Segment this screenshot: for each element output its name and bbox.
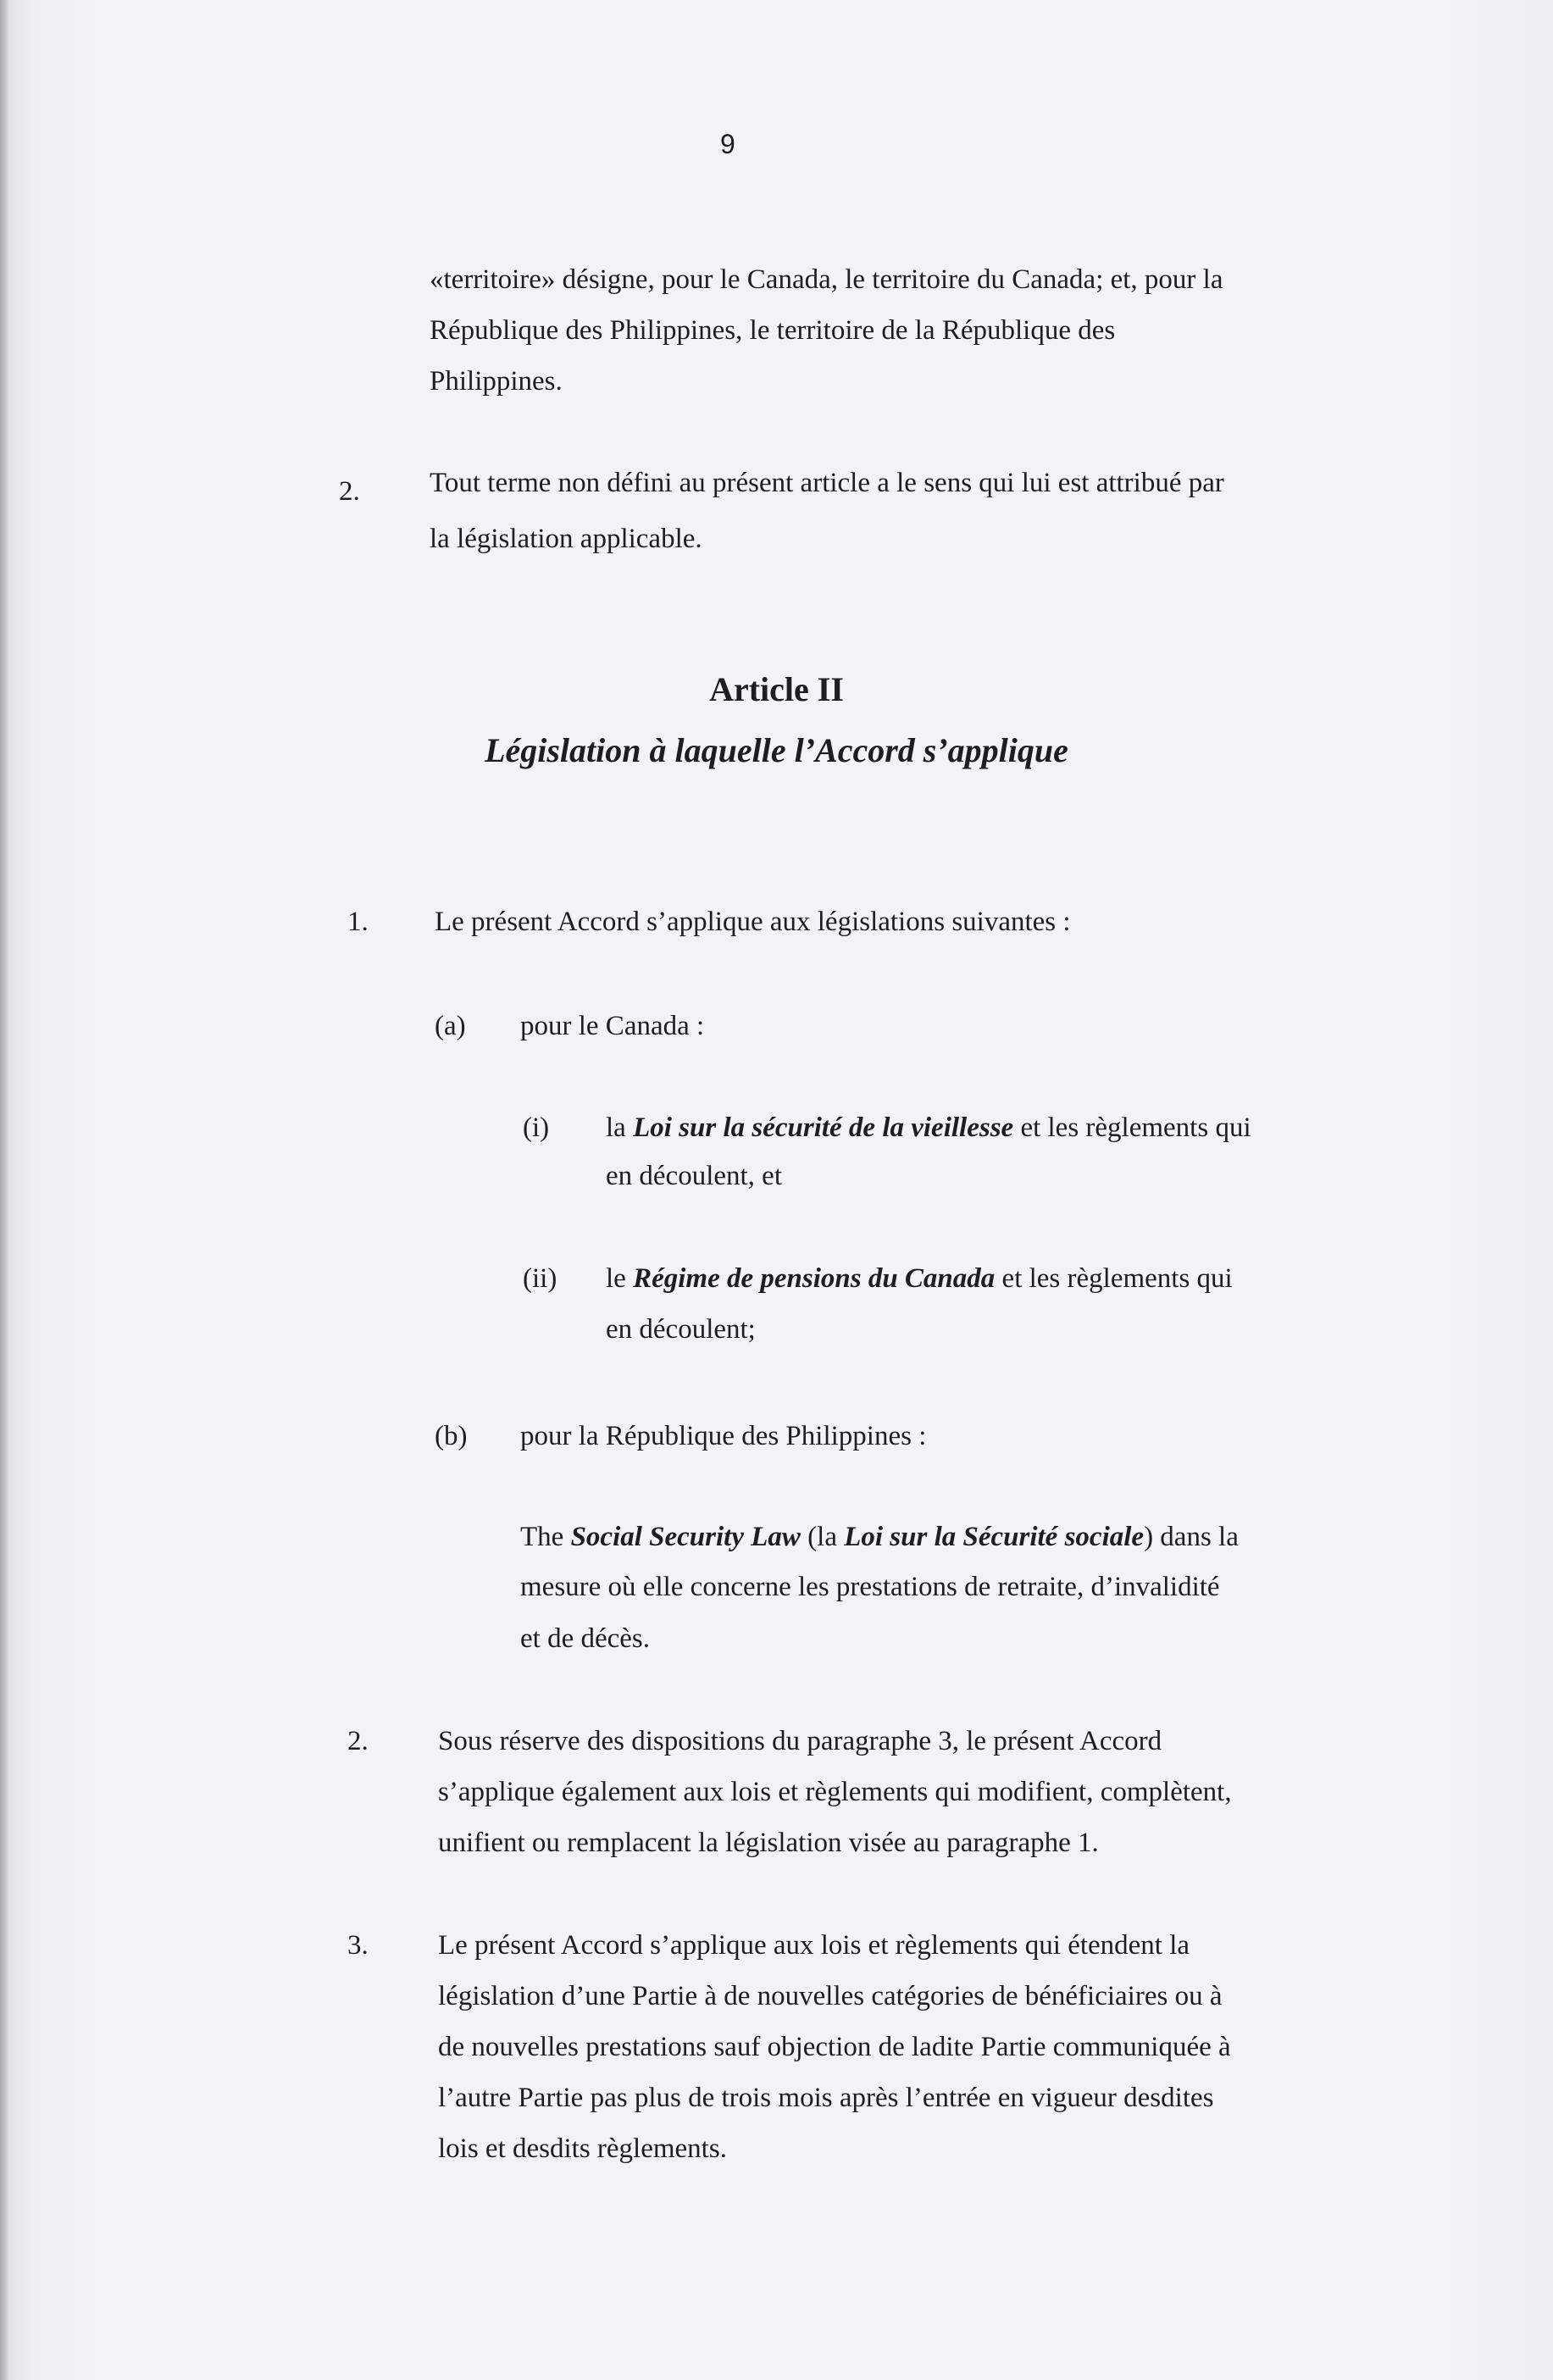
law-title: Régime de pensions du Canada bbox=[633, 1263, 996, 1294]
item-i-line-1: la Loi sur la sécurité de la vieillesse et les règlements qui bbox=[606, 1112, 1251, 1143]
item-label-a: (a) bbox=[435, 1011, 466, 1041]
intro-line-1: «territoire» désigne, pour le Canada, le territoire du Canada; et, pour la bbox=[430, 264, 1223, 295]
item-ii-line-2: en découlent; bbox=[606, 1314, 756, 1345]
page-edge-shadow bbox=[0, 0, 8, 2380]
article-title: Article II bbox=[709, 670, 844, 708]
paragraph-line: législation d’une Partie à de nouvelles catégories de bénéficiaires ou à bbox=[438, 1981, 1223, 2011]
paragraph-line: Le présent Accord s’applique aux lois et règlements qui étendent la bbox=[438, 1930, 1190, 1961]
law-title: Loi sur la Sécurité sociale bbox=[844, 1522, 1145, 1552]
paragraph-line: la législation applicable. bbox=[430, 524, 702, 554]
item-b-text: pour la République des Philippines : bbox=[520, 1421, 927, 1451]
paragraph-line: Tout terme non défini au présent article a le sens qui lui est attribué par bbox=[430, 468, 1224, 498]
item-b-line-2: mesure où elle concerne les prestations de retraite, d’invalidité bbox=[520, 1572, 1220, 1602]
item-b-line-3: et de décès. bbox=[520, 1623, 650, 1654]
paragraph-line: de nouvelles prestations sauf objection de ladite Partie communiquée à bbox=[438, 2032, 1231, 2062]
paragraph-line: Sous réserve des dispositions du paragraphe 3, le présent Accord bbox=[438, 1726, 1162, 1756]
page-number: 9 bbox=[720, 129, 735, 159]
item-ii-line-1: le Régime de pensions du Canada et les règlements qui bbox=[606, 1263, 1233, 1294]
paragraph-line: Le présent Accord s’applique aux législations suivantes : bbox=[435, 907, 1071, 937]
law-title: Social Security Law bbox=[570, 1522, 801, 1552]
item-a-text: pour le Canada : bbox=[520, 1011, 705, 1041]
item-label-b: (b) bbox=[435, 1421, 468, 1451]
item-label-ii: (ii) bbox=[523, 1263, 557, 1294]
intro-line-2: République des Philippines, le territoire de la République des bbox=[430, 315, 1116, 346]
paragraph-number: 1. bbox=[347, 907, 369, 937]
paragraph-line: unifient ou remplacent la législation visée au paragraphe 1. bbox=[438, 1828, 1099, 1858]
item-label-i: (i) bbox=[523, 1112, 550, 1143]
paragraph-line: l’autre Partie pas plus de trois mois après l’entrée en vigueur desdites bbox=[438, 2083, 1214, 2113]
article-subtitle: Législation à laquelle l’Accord s’applique bbox=[485, 731, 1068, 769]
paragraph-line: lois et desdits règlements. bbox=[438, 2133, 727, 2164]
paragraph-number: 3. bbox=[347, 1930, 369, 1961]
paragraph-number: 2. bbox=[339, 476, 360, 507]
intro-line-3: Philippines. bbox=[430, 366, 563, 397]
paragraph-line: s’applique également aux lois et règlements qui modifient, complètent, bbox=[438, 1777, 1232, 1807]
item-b-line-1: The Social Security Law (la Loi sur la Sécurité sociale) dans la bbox=[520, 1522, 1239, 1552]
item-i-line-2: en découlent, et bbox=[606, 1161, 782, 1191]
paragraph-number: 2. bbox=[347, 1726, 369, 1756]
law-title: Loi sur la sécurité de la vieillesse bbox=[633, 1112, 1014, 1143]
